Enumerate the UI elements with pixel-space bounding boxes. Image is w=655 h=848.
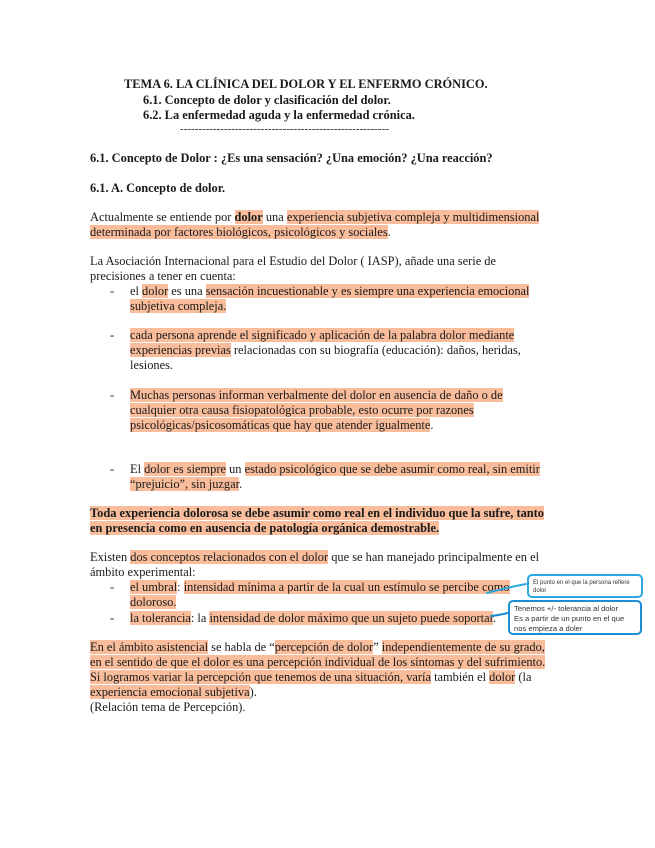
highlight-span: la tolerancia bbox=[130, 611, 191, 625]
toc-item-6-2: 6.2. La enfermedad aguda y la enfermedad crónica. bbox=[143, 108, 415, 122]
text-span: el bbox=[130, 284, 143, 298]
bullet-dash: - bbox=[110, 462, 115, 476]
text-span: : la bbox=[190, 611, 210, 625]
highlight-span: experiencias previas bbox=[130, 343, 231, 357]
bullet-dash: - bbox=[110, 388, 115, 402]
paragraph-iasp-line1: La Asociación Internacional para el Estudio del Dolor ( IASP), añade una serie de bbox=[90, 254, 496, 268]
text-span: también el bbox=[430, 670, 490, 684]
bullet-dash: - bbox=[110, 284, 115, 298]
text-span: un bbox=[226, 462, 245, 476]
doc-title: TEMA 6. LA CLÍNICA DEL DOLOR Y EL ENFERMO CRÓNICO. bbox=[124, 77, 488, 91]
highlight-span: “prejuicio”, sin juzgar bbox=[130, 477, 240, 491]
highlight-span: percepción de dolor bbox=[274, 640, 374, 654]
highlight-span: en presencia como en ausencia de patología orgánica demostrable. bbox=[90, 521, 440, 535]
highlight-span: Muchas personas informan verbalmente del dolor en ausencia de daño o de bbox=[130, 388, 503, 402]
highlight-span: dolor bbox=[142, 284, 169, 298]
text-span: Existen bbox=[90, 550, 131, 564]
highlight-span: Si logramos variar la percepción que tenemos de una situación, varía bbox=[90, 670, 431, 684]
bullet-dash: - bbox=[110, 611, 115, 625]
highlight-span: el umbral bbox=[130, 580, 178, 594]
annotation-note-threshold[interactable] bbox=[527, 574, 643, 598]
highlight-span: psicológicas/psicosomáticas que hay que atender igualmente bbox=[130, 418, 431, 432]
bullet-dash: - bbox=[110, 580, 115, 594]
connector-line bbox=[491, 613, 508, 616]
toc-item-6-1: 6.1. Concepto de dolor y clasificación del dolor. bbox=[143, 93, 391, 107]
highlight-span: experiencia emocional subjetiva bbox=[90, 685, 250, 699]
highlight-span: determinada por factores biológicos, psicológicos y sociales bbox=[90, 225, 388, 239]
highlight-span: cualquier otra causa fisiopatológica probable, esto ocurre por razones bbox=[130, 403, 474, 417]
connector-line bbox=[487, 584, 526, 593]
text-span: una bbox=[262, 210, 287, 224]
highlight-span: dolor es siempre bbox=[144, 462, 227, 476]
bullet-dash: - bbox=[110, 328, 115, 342]
highlight-span: sensación incuestionable y es siempre una experiencia emocional bbox=[205, 284, 530, 298]
text-span: ). bbox=[249, 685, 257, 699]
highlight-span: en el sentido de que el dolor es una percepción individual de los síntomas y del sufrimiento. bbox=[90, 655, 546, 669]
highlight-span: independientemente de su grado, bbox=[381, 640, 545, 654]
highlight-span: Toda experiencia dolorosa se debe asumir como real en el individuo que la sufre, tanto bbox=[90, 506, 544, 520]
separator-rule: --------------------------------------------------------- bbox=[180, 123, 389, 135]
highlight-span: estado psicológico que se debe asumir como real, sin emitir bbox=[244, 462, 540, 476]
text-span: relacionadas con su biografía (educación): daños, heridas, bbox=[230, 343, 521, 357]
text-span: que se han manejado principalmente en el bbox=[328, 550, 540, 564]
text-span: El bbox=[130, 462, 145, 476]
text-span: se habla de “ bbox=[208, 640, 275, 654]
paragraph-relation-note: (Relación tema de Percepción). bbox=[90, 700, 246, 714]
bullet-2-line3: lesiones. bbox=[130, 358, 174, 372]
text-span: es una bbox=[168, 284, 206, 298]
text-span: (la bbox=[515, 670, 532, 684]
text-span: . bbox=[493, 611, 497, 625]
subsection-heading: 6.1. A. Concepto de dolor. bbox=[90, 181, 226, 195]
highlight-span: doloroso. bbox=[130, 595, 177, 609]
highlight-span: subjetiva compleja. bbox=[130, 299, 227, 313]
section-heading: 6.1. Concepto de Dolor : ¿Es una sensación? ¿Una emoción? ¿Una reacción? bbox=[90, 151, 493, 165]
note-text: Tenemos +/- tolerancia al dolor bbox=[514, 604, 619, 613]
text-span: . bbox=[430, 418, 434, 432]
highlight-span: dos conceptos relacionados con el dolor bbox=[130, 550, 329, 564]
text-span: : bbox=[177, 580, 184, 594]
text-span: ” bbox=[373, 640, 382, 654]
highlight-span: En el ámbito asistencial bbox=[90, 640, 209, 654]
paragraph-concepts-line2: ámbito experimental: bbox=[90, 565, 196, 579]
text-span: . bbox=[239, 477, 243, 491]
note-text: El punto en el que la persona refiere dolor bbox=[533, 580, 630, 594]
highlight-span: cada persona aprende el significado y aplicación de la palabra dolor mediante bbox=[130, 328, 515, 342]
paragraph-iasp-line2: precisiones a tener en cuenta: bbox=[90, 269, 236, 283]
highlight-span: experiencia subjetiva compleja y multidimensional bbox=[286, 210, 540, 224]
highlight-span: intensidad de dolor máximo que un sujeto puede soportar bbox=[209, 611, 494, 625]
highlight-span: dolor bbox=[489, 670, 516, 684]
text-span: Actualmente se entiende por bbox=[90, 210, 235, 224]
highlight-span: intensidad mínima a partir de la cual un estímulo se percibe como bbox=[183, 580, 510, 594]
text-span: . bbox=[387, 225, 391, 239]
highlight-span: dolor bbox=[234, 210, 263, 224]
note-text: Es a partir de un punto en el que nos empieza a doler bbox=[514, 614, 625, 633]
annotation-note-tolerance[interactable] bbox=[508, 600, 642, 635]
